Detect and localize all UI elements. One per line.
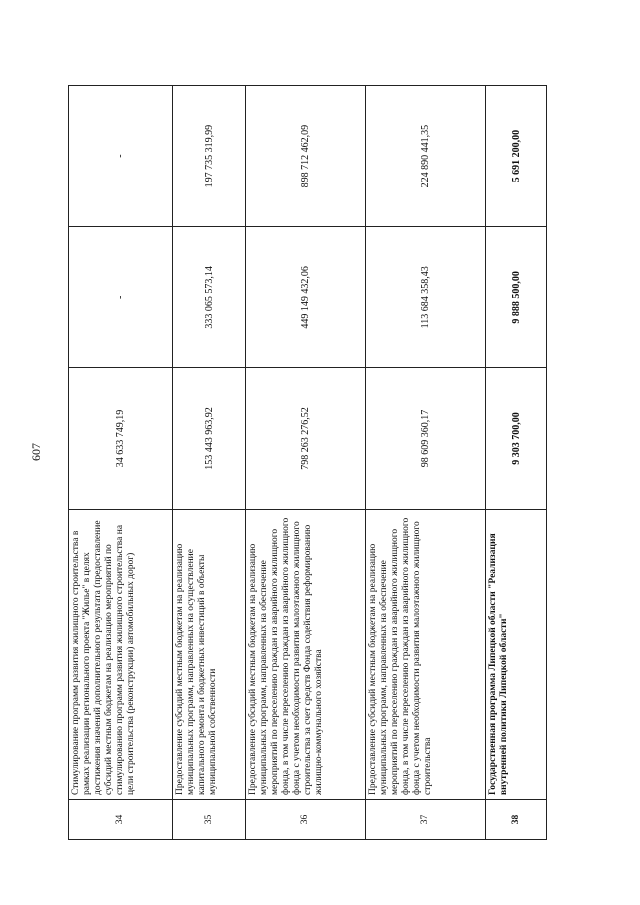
row-description: Предоставление субсидий местным бюджетам на реализацию муниципальных программ, направленных на осуществление капитального ремонта и бюджетных инвестиций в объекты муниципальной собственности [173, 509, 246, 799]
budget-table-frame [68, 85, 546, 840]
row-description: Предоставление субсидий местным бюджетам на реализацию муниципальных программ, направленных на обеспечение мероприятий по переселению граждан из аварийного жилищного фонда, в том числе переселению граждан из аварийного жилищного фонда с учетом необходимости развития малоэтажного жилищного строительства [366, 509, 486, 799]
table-row [69, 86, 173, 840]
row-description: Стимулирование программ развития жилищного строительства в рамках реализации регионального проекта "Жилье" в целях достижения значений дополнительного результата (предоставление субсидий местным бюджетам на реализацию мероприятий по стимулированию программ развития жилищного строительства на цели строительства (реконструкции) автомобильных дорог) [69, 509, 173, 799]
amount-year-2: 333 065 573,14 [173, 227, 246, 368]
table-row [366, 86, 486, 840]
row-number: 37 [366, 799, 486, 839]
row-number: 38 [486, 799, 547, 839]
row-number: 36 [246, 799, 366, 839]
amount-year-1: 9 303 700,00 [486, 368, 547, 509]
row-number: 34 [69, 799, 173, 839]
amount-year-2: 113 684 358,43 [366, 227, 486, 368]
table-row [246, 86, 366, 840]
amount-year-2: 9 888 500,00 [486, 227, 547, 368]
amount-year-2: 449 149 432,06 [246, 227, 366, 368]
amount-year-3: 5 691 200,00 [486, 86, 547, 227]
budget-table [68, 85, 547, 840]
amount-year-3: 224 890 441,35 [366, 86, 486, 227]
table-row [486, 86, 547, 840]
row-description: Государственная программа Липецкой области "Реализация внутренней политики Липецкой области" [486, 509, 547, 799]
amount-year-3: - [69, 86, 173, 227]
amount-year-1: 34 633 749,19 [69, 368, 173, 509]
table-row [173, 86, 246, 840]
page-number: 607 [29, 443, 43, 461]
amount-year-1: 798 263 276,52 [246, 368, 366, 509]
row-description: Предоставление субсидий местным бюджетам на реализацию муниципальных программ, направленных на обеспечение мероприятий по переселению граждан из аварийного жилищного фонда, в том числе переселению граждан из аварийного жилищного фонда с учетом необходимости развития малоэтажного жилищного строительства за счет средств Фонда содействия реформированию жилищно-коммунального хозяйства [246, 509, 366, 799]
amount-year-3: 197 735 319,99 [173, 86, 246, 227]
row-number: 35 [173, 799, 246, 839]
amount-year-1: 153 443 963,92 [173, 368, 246, 509]
amount-year-2: - [69, 227, 173, 368]
amount-year-3: 898 712 462,09 [246, 86, 366, 227]
amount-year-1: 98 609 360,17 [366, 368, 486, 509]
